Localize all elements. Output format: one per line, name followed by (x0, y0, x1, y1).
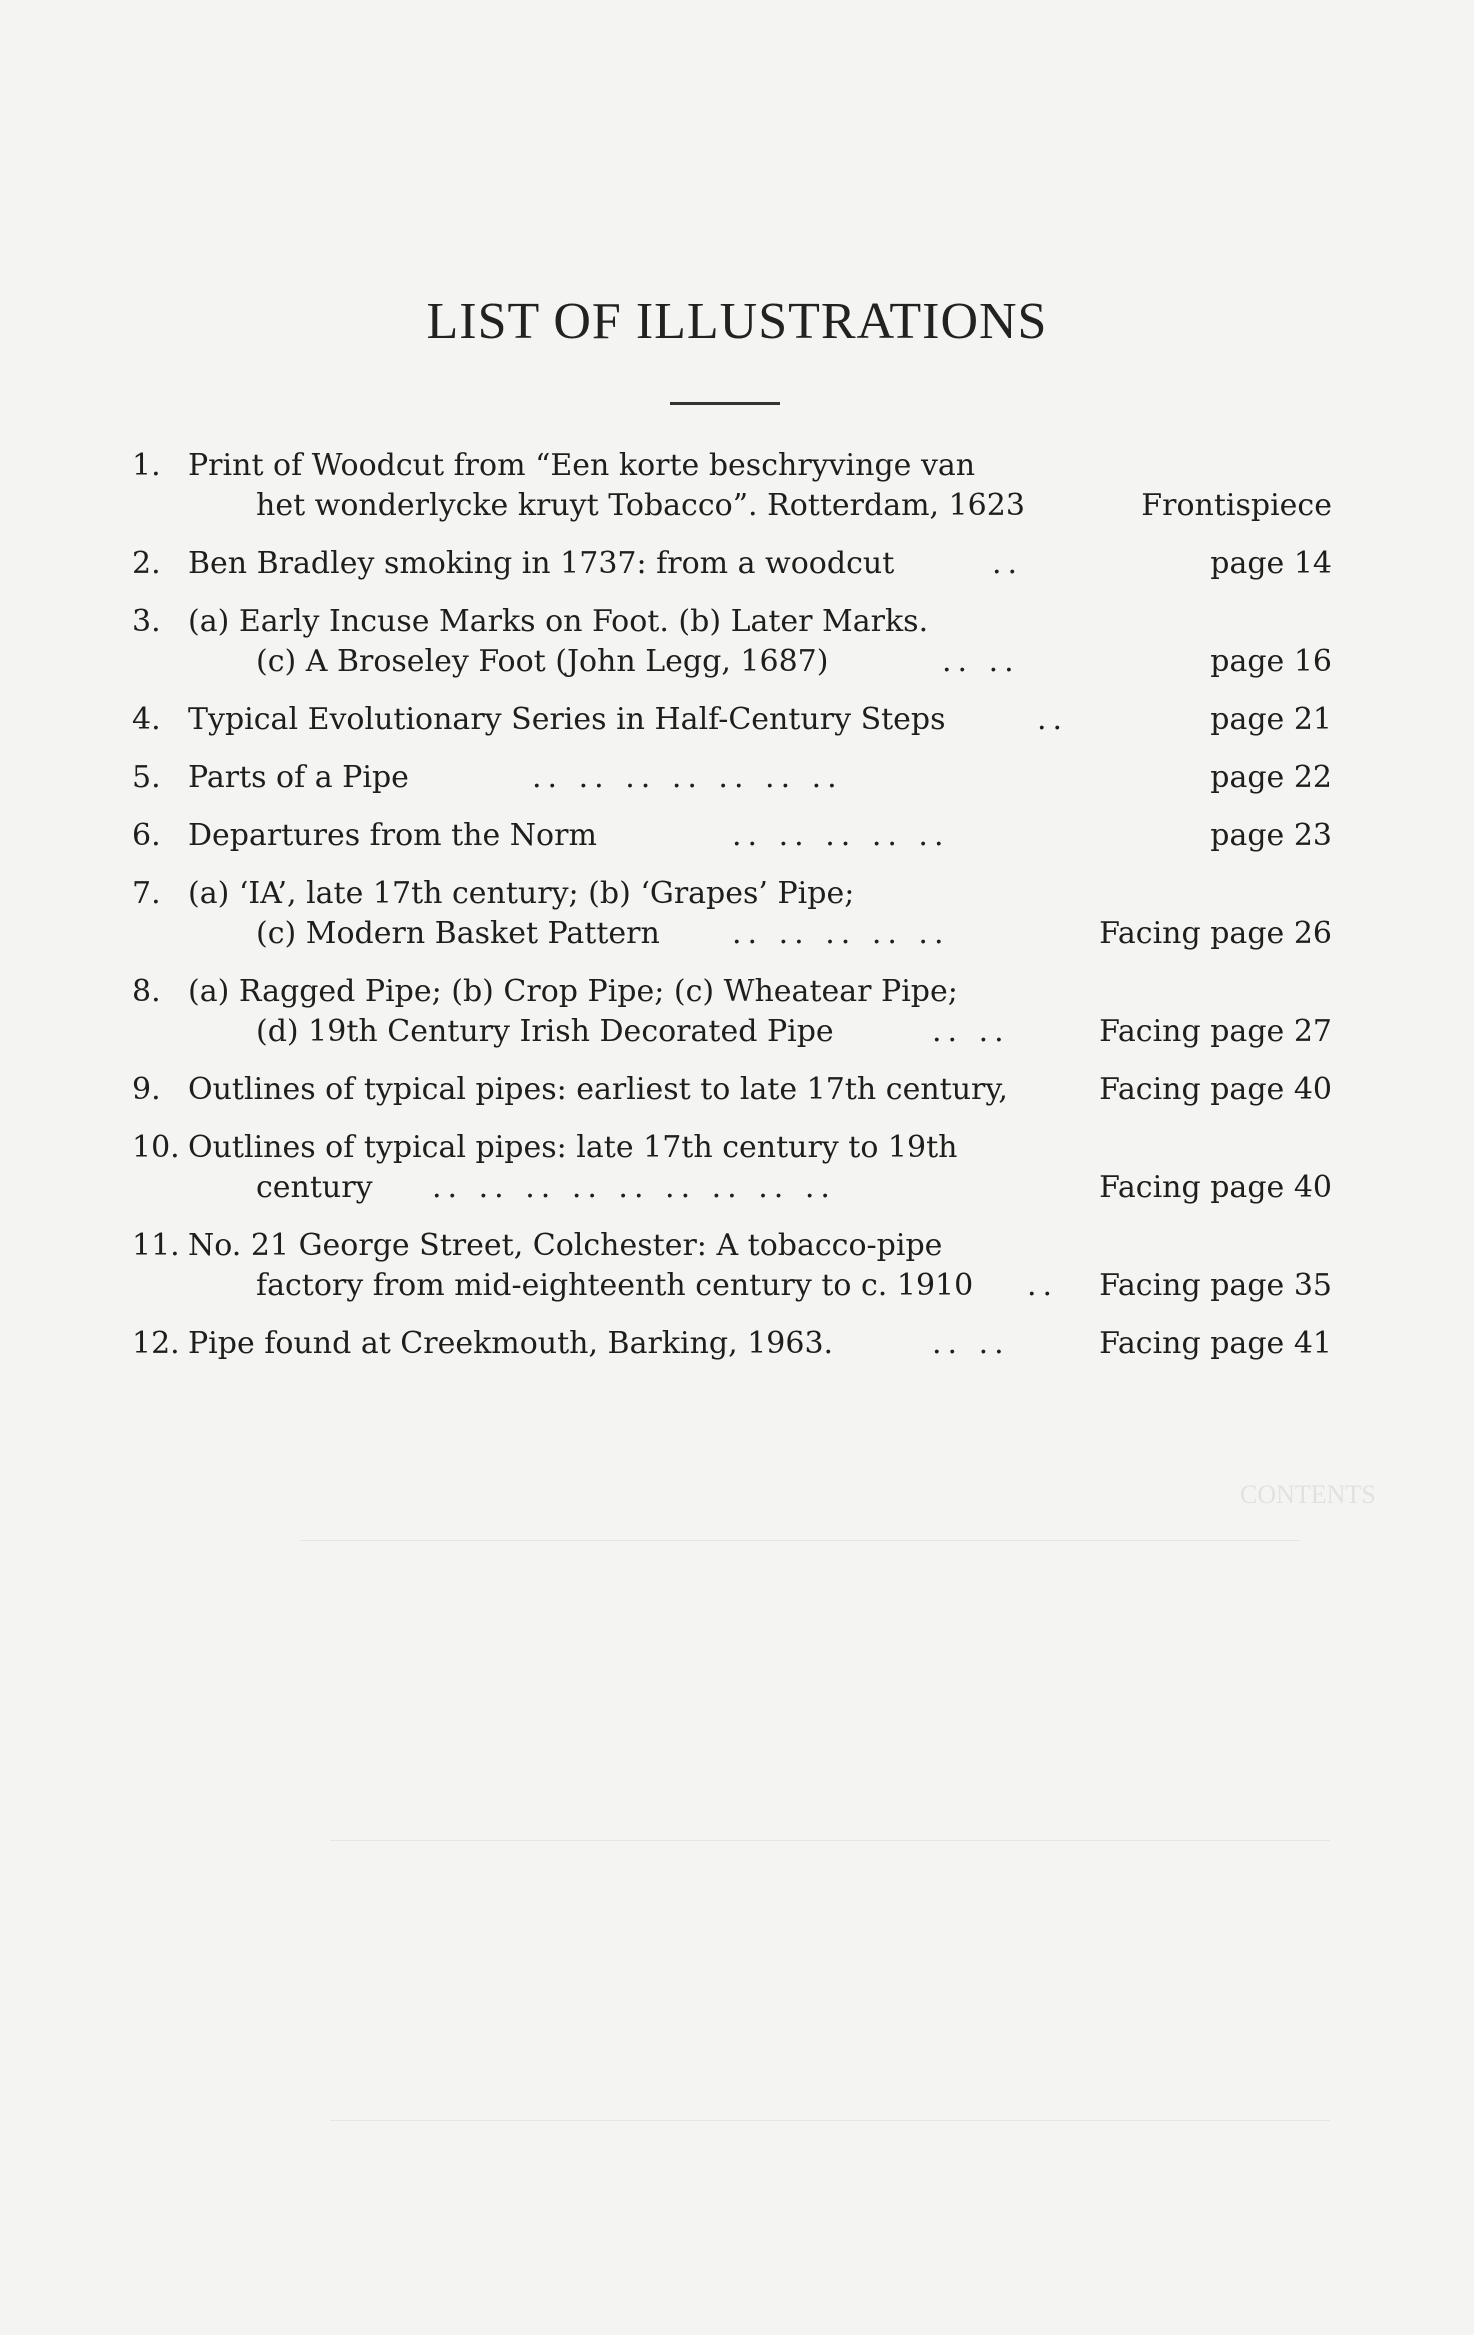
item-caption-continued: het wonderlycke kruyt Tobacco”. Rotterdam, 1623 (256, 488, 1025, 523)
item-caption-continued: factory from mid-eighteenth century to c. 1910 (256, 1268, 974, 1303)
item-page-reference: page 14 (1210, 546, 1332, 581)
item-page-reference: Facing page 40 (1099, 1072, 1332, 1107)
item-caption: No. 21 George Street, Colchester: A tobacco-pipe (188, 1228, 943, 1263)
item-number: 2. (132, 546, 161, 581)
item-caption-continued: (c) A Broseley Foot (John Legg, 1687) (256, 644, 829, 679)
dot-leaders: .. .. (932, 1326, 1010, 1361)
dot-leaders: .. .. .. .. .. (732, 916, 950, 951)
item-page-reference: Facing page 40 (1099, 1170, 1332, 1205)
item-number: 5. (132, 760, 161, 795)
item-page-reference: page 21 (1210, 702, 1332, 737)
dot-leaders: .. (1027, 1268, 1059, 1303)
list-item (132, 758, 1332, 798)
item-caption-continued: (d) 19th Century Irish Decorated Pipe (256, 1014, 834, 1049)
item-caption: Pipe found at Creekmouth, Barking, 1963. (188, 1326, 834, 1361)
item-caption: Outlines of typical pipes: earliest to late 17th century, (188, 1072, 1008, 1107)
item-number: 7. (132, 876, 161, 911)
item-page-reference: page 22 (1210, 760, 1332, 795)
title-divider (670, 402, 780, 405)
list-item (132, 1070, 1332, 1110)
item-number: 6. (132, 818, 161, 853)
item-number: 1. (132, 448, 161, 483)
list-item (132, 1226, 1332, 1306)
dot-leaders: .. .. (942, 644, 1020, 679)
item-caption: Outlines of typical pipes: late 17th century to 19th (188, 1130, 958, 1165)
list-item (132, 874, 1332, 954)
item-page-reference: Facing page 26 (1099, 916, 1332, 951)
dot-leaders: .. .. (932, 1014, 1010, 1049)
dot-leaders: .. (1037, 702, 1069, 737)
item-caption: Typical Evolutionary Series in Half-Century Steps (188, 702, 946, 737)
dot-leaders: .. .. .. .. .. (732, 818, 950, 853)
item-page-reference: page 16 (1210, 644, 1332, 679)
item-number: 11. (132, 1228, 180, 1263)
item-page-reference: Facing page 35 (1099, 1268, 1332, 1303)
list-item (132, 1324, 1332, 1364)
item-caption: (a) Ragged Pipe; (b) Crop Pipe; (c) Wheatear Pipe; (188, 974, 958, 1009)
item-page-reference: page 23 (1210, 818, 1332, 853)
item-caption: (a) ‘IA’, late 17th century; (b) ‘Grapes’ Pipe; (188, 876, 855, 911)
list-item (132, 544, 1332, 584)
dot-leaders: .. (992, 546, 1024, 581)
item-number: 8. (132, 974, 161, 1009)
item-page-reference: Frontispiece (1141, 488, 1332, 523)
dot-leaders: .. .. .. .. .. .. .. .. .. (432, 1170, 836, 1205)
item-caption: Parts of a Pipe (188, 760, 409, 795)
list-item (132, 1128, 1332, 1208)
item-number: 10. (132, 1130, 180, 1165)
list-item (132, 602, 1332, 682)
item-number: 4. (132, 702, 161, 737)
item-number: 12. (132, 1326, 180, 1361)
item-caption: Ben Bradley smoking in 1737: from a woodcut (188, 546, 895, 581)
list-item (132, 816, 1332, 856)
dot-leaders: .. .. .. .. .. .. .. (532, 760, 843, 795)
list-item (132, 700, 1332, 740)
document-page: CONTENTS LIST OF ILLUSTRATIONS 1. Print of Woodcut from “Een korte beschryvinge van het wonderlycke kruyt Tobacco”. Rotterdam, 1623 Frontispiece 2. Ben Bradley smoking in 1737: from a woodcut .. page 14 3. (a) Early Incuse Marks on Foot. (b) Later Marks. (c) A Broseley Foot (John Legg, 1687) .. .. page 16 4. Typical Evolutionary Series in Half-Century Steps .. page 21 5. Parts of a Pipe .. .. .. .. .. .. .. page 22 6. Departures from the Norm .. .. .. .. .. page 23 7. (a) ‘IA’, late 17th century; (b) ‘Grapes’ Pipe; (c) Modern Basket Pattern .. .. .. .. .. Facing page 26 8. (a) Ragged Pipe; (b) Crop Pipe; (c) Wheatear Pipe; (d) 19th Century Irish Decorated Pipe .. .. Facing page 27 9. Outlines of typical pipes: earliest to late 17th century, Facing page 40 10. Outlines of typical pipes: late 17th century to 19th century .. .. .. .. .. .. .. .. .. Facing page 40 11. No. 21 George Street, Colchester: A tobacco-pipe factory from mid-eighteenth century to c. 1910 .. Facing page 35 12. Pipe found at Creekmouth, Barking, 1963. .. .. Facing page 41 (0, 0, 1474, 2335)
page-title: LIST OF ILLUSTRATIONS (426, 293, 1048, 350)
item-caption: (a) Early Incuse Marks on Foot. (b) Later Marks. (188, 604, 929, 639)
item-number: 3. (132, 604, 161, 639)
list-item (132, 972, 1332, 1052)
list-item (132, 446, 1332, 526)
item-page-reference: Facing page 41 (1099, 1326, 1332, 1361)
item-caption-continued: (c) Modern Basket Pattern (256, 916, 660, 951)
item-caption-continued: century (256, 1170, 373, 1205)
item-number: 9. (132, 1072, 161, 1107)
item-caption: Print of Woodcut from “Een korte beschryvinge van (188, 448, 976, 483)
illustrations-list (132, 446, 1332, 1382)
item-caption: Departures from the Norm (188, 818, 597, 853)
item-page-reference: Facing page 27 (1099, 1014, 1332, 1049)
